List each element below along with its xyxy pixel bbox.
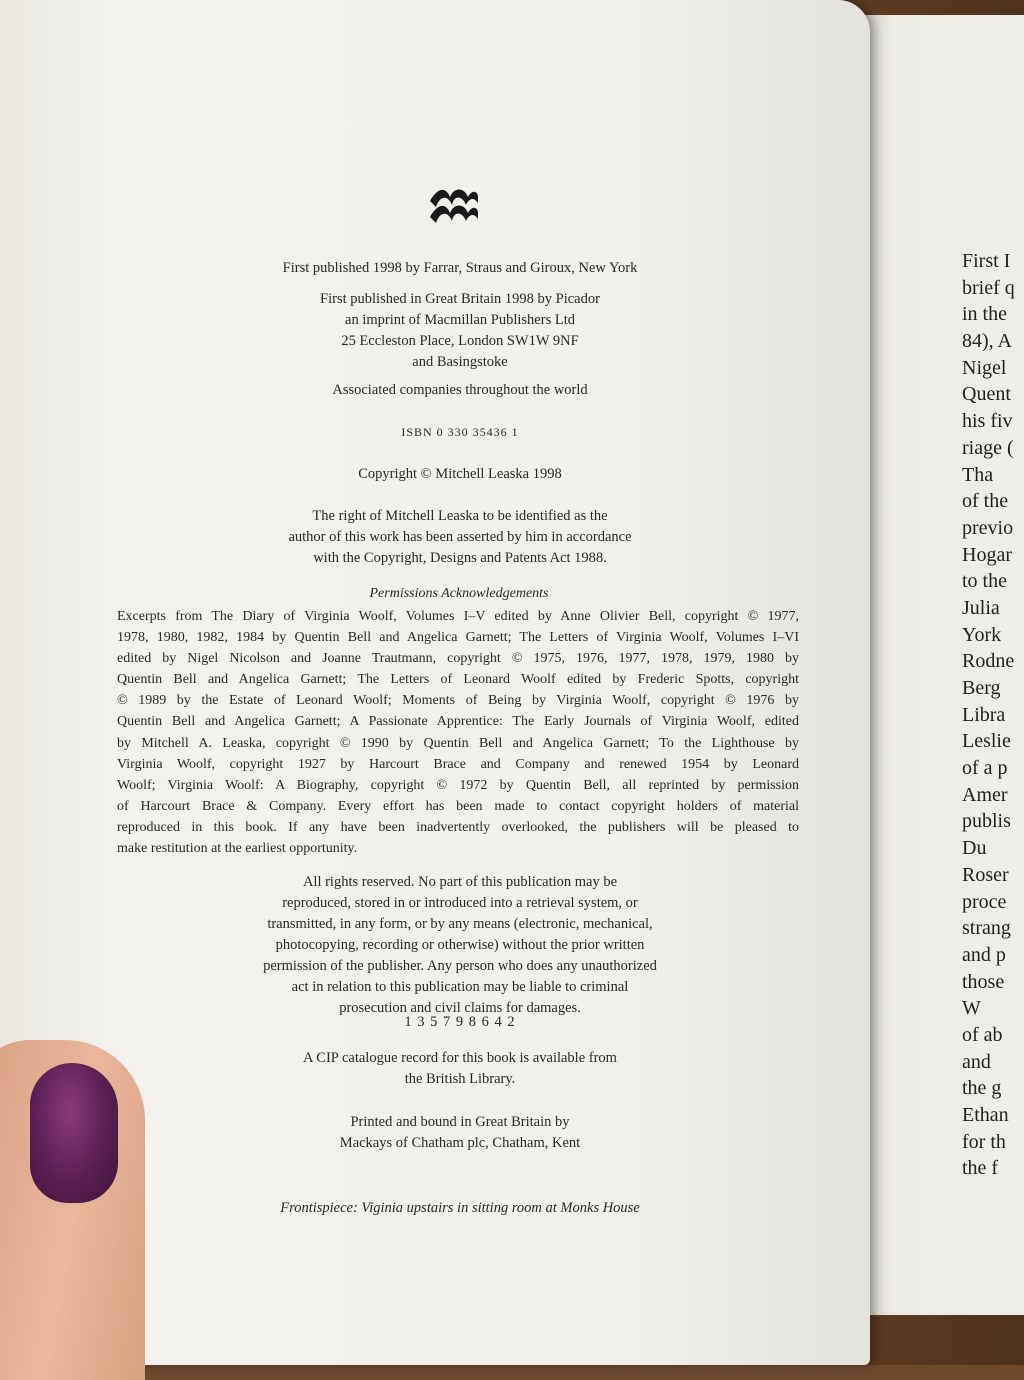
text-line: A CIP catalogue record for this book is available from xyxy=(303,1050,617,1066)
facing-page-line: the g xyxy=(962,1077,1002,1100)
text-line: 1 3 5 7 9 8 6 4 2 xyxy=(404,1014,516,1030)
facing-page-line: Libra xyxy=(962,703,1006,726)
facing-page-line: of a p xyxy=(962,757,1008,780)
text-line: the British Library. xyxy=(404,1071,516,1087)
facing-page-line: those xyxy=(962,970,1005,993)
printer xyxy=(160,1112,760,1154)
facing-page-line: to the xyxy=(962,570,1007,593)
text-line: edited by Nigel Nicolson and Joanne Trautmann, copyright © 1975, 1976, 1977, 1978, 1979, 1980 by xyxy=(117,651,799,667)
text-line: and Basingstoke xyxy=(412,354,508,370)
facing-page-line: Berg xyxy=(962,677,1001,699)
text-line: The right of Mitchell Leaska to be identified as the xyxy=(312,508,608,524)
facing-page-line: proce xyxy=(962,890,1007,913)
associated-companies xyxy=(160,380,760,401)
facing-page-line: W xyxy=(962,997,981,1020)
text-line: Frontispiece: Viginia upstairs in sitting room at Monks House xyxy=(280,1200,640,1216)
facing-page-line: of ab xyxy=(962,1023,1003,1046)
text-line: with the Copyright, Designs and Patents Act 1988. xyxy=(313,550,607,566)
text-line: Printed and bound in Great Britain by xyxy=(350,1114,570,1130)
text-line: author of this work has been asserted by him in accordance xyxy=(288,529,632,545)
facing-page-line: and xyxy=(962,1050,991,1073)
text-line: reproduced, stored in or introduced into a retrieval system, or xyxy=(282,895,638,911)
printing-numbers xyxy=(160,1012,760,1033)
text-line: 1978, 1980, 1982, 1984 by Quentin Bell and Angelica Garnett; The Letters of Virginia Woolf, Volumes I–VI xyxy=(117,630,799,646)
first-published-uk xyxy=(160,289,760,373)
text-line: © 1989 by the Estate of Leonard Woolf; Moments of Being by Virginia Woolf, copyright © 1976 by xyxy=(117,693,799,709)
text-line: First published 1998 by Farrar, Straus and Giroux, New York xyxy=(282,260,638,276)
text-line: First published in Great Britain 1998 by Picador xyxy=(320,291,600,307)
text-line: photocopying, recording or otherwise) without the prior written xyxy=(275,937,645,953)
all-rights-reserved xyxy=(160,872,760,1019)
text-line: ISBN 0 330 35436 1 xyxy=(401,425,519,439)
moral-rights xyxy=(160,506,760,569)
text-line: Quentin Bell and Angelica Garnett; A Passionate Apprentice: The Early Journals of Virginia Woolf, edited xyxy=(117,714,799,730)
first-published-us xyxy=(160,258,760,279)
publisher-logo-icon xyxy=(428,187,480,231)
facing-page-line: Julia xyxy=(962,596,1000,619)
text-line: Quentin Bell and Angelica Garnett; The Letters of Leonard Woolf edited by Frederic Spotts, copyright xyxy=(117,672,799,688)
text-line: by Mitchell A. Leaska, copyright © 1990 by Quentin Bell and Angelica Garnett; To the Lighthouse by xyxy=(117,735,799,751)
text-line: 25 Eccleston Place, London SW1W 9NF xyxy=(341,333,579,349)
facing-page-line: and p xyxy=(962,943,1006,966)
permissions-title: Permissions Acknowledgements xyxy=(369,586,549,601)
text-line: act in relation to this publication may be liable to criminal xyxy=(291,979,629,995)
facing-page-line: Roser xyxy=(962,863,1009,886)
facing-page-line: his fiv xyxy=(962,410,1013,433)
text-line: of Harcourt Brace & Company. Every effort has been made to contact copyright holders of material xyxy=(117,798,799,814)
facing-page-line: Leslie xyxy=(962,730,1011,753)
thumbnail-painted xyxy=(30,1063,118,1203)
facing-page-line: the f xyxy=(962,1157,999,1180)
facing-page-line: Quent xyxy=(962,383,1011,406)
text-line: Excerpts from The Diary of Virginia Woolf, Volumes I–V edited by Anne Olivier Bell, copyright © 1977, xyxy=(117,609,799,624)
facing-page-line: Hogar xyxy=(962,543,1012,566)
facing-page-line: publis xyxy=(962,810,1011,833)
facing-page-line: of the xyxy=(962,490,1009,513)
facing-page-line: brief q xyxy=(962,276,1015,299)
text-line: All rights reserved. No part of this publication may be xyxy=(302,874,618,890)
text-line: Mackays of Chatham plc, Chatham, Kent xyxy=(339,1135,581,1151)
facing-page-line: Du xyxy=(962,837,987,860)
facing-page-line: Amer xyxy=(962,783,1008,806)
text-line: Copyright © Mitchell Leaska 1998 xyxy=(358,466,562,482)
facing-page-line: riage ( xyxy=(962,436,1014,459)
text-line: Associated companies throughout the world xyxy=(332,382,588,398)
facing-page-line: Rodne xyxy=(962,650,1015,673)
facing-page-line: Ethan xyxy=(962,1104,1009,1126)
text-line: transmitted, in any form, or by any means (electronic, mechanical, xyxy=(267,916,653,932)
facing-page-line: Nigel xyxy=(962,356,1007,379)
text-line: Woolf; Virginia Woolf: A Biography, copyright © 1972 by Quentin Bell, all reprinted by permission xyxy=(117,777,799,793)
permissions-acknowledgements xyxy=(117,606,799,859)
facing-page-line: in the xyxy=(962,303,1007,326)
text-line: make restitution at the earliest opportunity. xyxy=(117,841,358,857)
cip-record xyxy=(160,1048,760,1090)
frontispiece-caption xyxy=(160,1198,760,1219)
facing-page-line: for th xyxy=(962,1130,1006,1153)
copyright-notice xyxy=(160,464,760,485)
facing-page-text xyxy=(962,248,1024,1182)
isbn xyxy=(160,422,760,443)
text-line: reproduced in this book. If any have been inadvertently overlooked, the publishers will be pleased to xyxy=(117,819,799,835)
facing-page-line: First I xyxy=(962,250,1011,272)
text-line: prosecution and civil claims for damages. xyxy=(339,1000,581,1016)
facing-page-line: strang xyxy=(962,917,1011,940)
facing-page-line: York xyxy=(962,623,1002,646)
facing-page-line: 84), A xyxy=(962,330,1012,353)
text-line: Virginia Woolf, copyright 1927 by Harcourt Brace and Company and renewed 1954 by Leonard xyxy=(117,756,799,772)
text-line: permission of the publisher. Any person who does any unauthorized xyxy=(263,958,657,974)
facing-page-line: previo xyxy=(962,516,1014,539)
facing-page-line: Tha xyxy=(962,463,994,486)
text-line: an imprint of Macmillan Publishers Ltd xyxy=(345,312,575,328)
